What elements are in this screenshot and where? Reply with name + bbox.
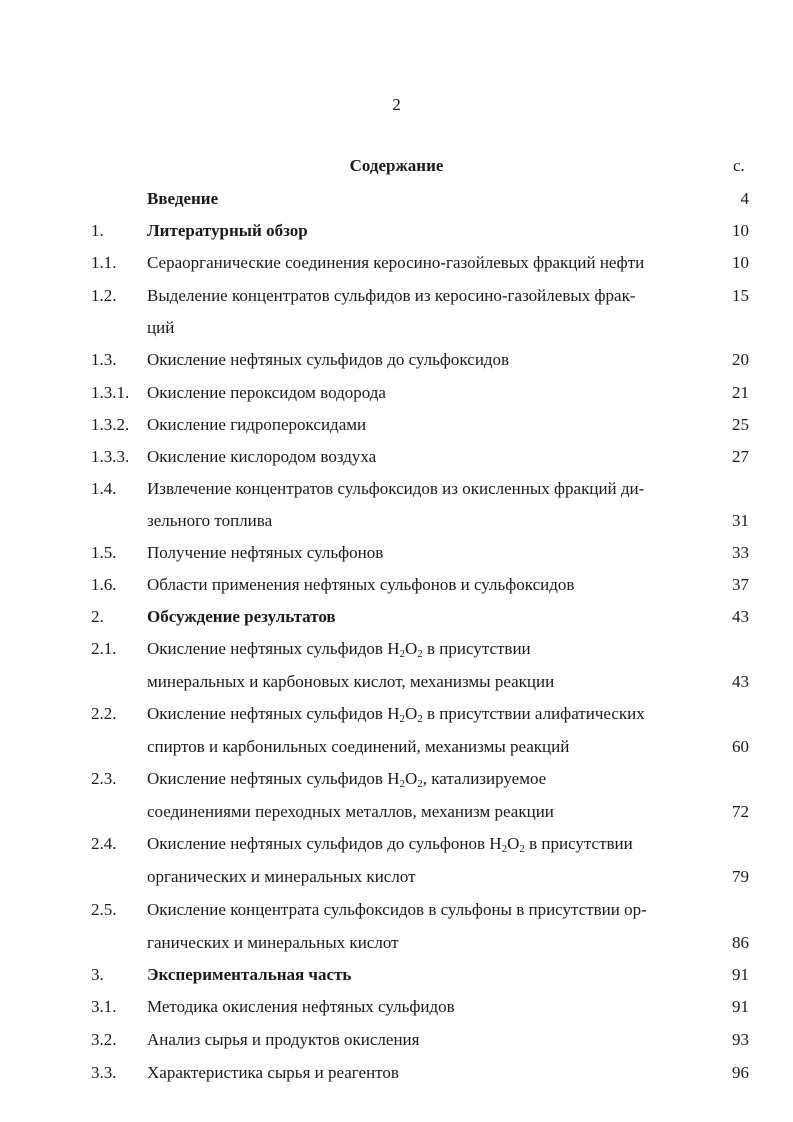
toc-entry-page: 10	[732, 221, 749, 240]
toc-entry-number: 1.3.	[91, 350, 117, 369]
toc-entry-title: Методика окисления нефтяных сульфидов	[147, 997, 455, 1016]
toc-entry-page: 91	[732, 965, 749, 984]
toc-entry	[0, 284, 793, 308]
toc-entry-number: 2.5.	[91, 900, 117, 919]
toc-entry-page: 10	[732, 253, 749, 272]
toc-entry-title: Получение нефтяных сульфонов	[147, 543, 384, 562]
toc-entry-title: Окисление кислородом воздуха	[147, 447, 377, 466]
toc-entry-page: 96	[732, 1063, 749, 1082]
toc-entry-title: зельного топлива	[147, 511, 273, 530]
toc-entry-page: 93	[732, 1030, 749, 1049]
toc-entry-title: Сераорганические соединения керосино-газойлевых фракций нефти	[147, 253, 645, 272]
toc-entry-page: 33	[732, 543, 749, 562]
toc-entry	[0, 381, 793, 405]
toc-entry-page: 91	[732, 997, 749, 1016]
toc-entry-number: 1.3.2.	[91, 415, 130, 434]
toc-entry-page: 20	[732, 350, 749, 369]
toc-entry	[0, 637, 793, 661]
toc-entry-title: соединениями переходных металлов, механизм реакции	[147, 802, 554, 821]
toc-heading: Содержание	[349, 156, 444, 175]
toc-entry-number: 3.	[91, 965, 104, 984]
toc-entry-title: Окисление нефтяных сульфидов $H_2O_2$ в присутствии алифатических	[147, 704, 645, 725]
toc-entry-number: 1.2.	[91, 286, 117, 305]
toc-entry	[0, 735, 793, 759]
toc-entry	[0, 670, 793, 694]
toc-entry-title: Окисление нефтяных сульфидов $H_2O_2$, катализируемое	[147, 769, 547, 790]
toc-entry	[0, 767, 793, 791]
toc-entry-number: 3.2.	[91, 1030, 117, 1049]
toc-entry-number: 2.4.	[91, 834, 117, 853]
toc-entry-number: 1.3.1.	[91, 383, 130, 402]
toc-entry	[0, 995, 793, 1019]
toc-entry-title: Анализ сырья и продуктов окисления	[147, 1030, 420, 1049]
toc-entry-page: 4	[740, 189, 749, 208]
toc-entry	[0, 413, 793, 437]
toc-entry	[0, 865, 793, 889]
toc-entry	[0, 832, 793, 856]
toc-entry	[0, 931, 793, 955]
toc-entry-title: ций	[147, 318, 175, 337]
toc-entry-number: 1.	[91, 221, 104, 240]
toc-entry-title: Характеристика сырья и реагентов	[147, 1063, 399, 1082]
toc-entry-title: Окисление концентрата сульфоксидов в сульфоны в присутствии ор-	[147, 900, 647, 919]
toc-entry	[0, 348, 793, 372]
toc-entry-title: спиртов и карбонильных соединений, механизмы реакций	[147, 737, 570, 756]
toc-entry-title: Области применения нефтяных сульфонов и сульфоксидов	[147, 575, 575, 594]
toc-entry-page: 72	[732, 802, 749, 821]
toc-entry-page: 86	[732, 933, 749, 952]
toc-entry-page: 31	[732, 511, 749, 530]
toc-entry-number: 1.6.	[91, 575, 117, 594]
toc-entry	[0, 605, 793, 629]
toc-entry-page: 60	[732, 737, 749, 756]
toc-entry-title: ганических и минеральных кислот	[147, 933, 399, 952]
toc-entry-page: 21	[732, 383, 749, 402]
toc-entry	[0, 509, 793, 533]
toc-entry-page: 43	[732, 672, 749, 691]
toc-entry-number: 1.4.	[91, 479, 117, 498]
toc-entry-number: 1.1.	[91, 253, 117, 272]
toc-entry-page: 43	[732, 607, 749, 626]
toc-entry-title: Окисление нефтяных сульфидов до сульфонов $H_2O_2$ в присутствии	[147, 834, 633, 855]
toc-entry	[0, 1028, 793, 1052]
toc-entry	[0, 1061, 793, 1085]
toc-entry-title: Обсуждение результатов	[147, 607, 336, 626]
toc-entry-page: 79	[732, 867, 749, 886]
toc-entry	[0, 219, 793, 243]
page-column-label: с.	[733, 156, 745, 175]
toc-entry-number: 3.3.	[91, 1063, 117, 1082]
toc-entry-title: Окисление нефтяных сульфидов $H_2O_2$ в присутствии	[147, 639, 531, 660]
toc-entry-title: минеральных и карбоновых кислот, механизмы реакции	[147, 672, 555, 691]
toc-entry-title: Введение	[147, 189, 219, 208]
toc-entry	[0, 187, 793, 211]
toc-entry-number: 1.3.3.	[91, 447, 130, 466]
toc-entry-title: Литературный обзор	[147, 221, 308, 240]
toc-entry-number: 2.2.	[91, 704, 117, 723]
toc-entry	[0, 445, 793, 469]
toc-entry	[0, 963, 793, 987]
toc-entry-title: Выделение концентратов сульфидов из керосино-газойлевых фрак-	[147, 286, 636, 305]
toc-entry	[0, 898, 793, 922]
toc-entry	[0, 251, 793, 275]
toc-entry-title: Окисление нефтяных сульфидов до сульфоксидов	[147, 350, 510, 369]
toc-entry-title: Извлечение концентратов сульфоксидов из окисленных фракций ди-	[147, 479, 645, 498]
toc-entry	[0, 573, 793, 597]
toc-entry-number: 2.	[91, 607, 104, 626]
toc-entry	[0, 316, 793, 340]
page-number: 2	[392, 95, 401, 114]
toc-entry-number: 2.1.	[91, 639, 117, 658]
toc-entry	[0, 702, 793, 726]
toc-entry-title: Окисление пероксидом водорода	[147, 383, 386, 402]
toc-entry-title: Экспериментальная часть	[147, 965, 352, 984]
toc-entry-page: 37	[732, 575, 749, 594]
toc-entry-title: органических и минеральных кислот	[147, 867, 416, 886]
toc-entry-number: 3.1.	[91, 997, 117, 1016]
toc-entry-page: 25	[732, 415, 749, 434]
toc-entry-title: Окисление гидропероксидами	[147, 415, 367, 434]
toc-entry-page: 15	[732, 286, 749, 305]
toc-entry	[0, 541, 793, 565]
toc-entry	[0, 477, 793, 501]
toc-entry	[0, 800, 793, 824]
toc-entry-number: 1.5.	[91, 543, 117, 562]
toc-entry-number: 2.3.	[91, 769, 117, 788]
toc-entry-page: 27	[732, 447, 749, 466]
